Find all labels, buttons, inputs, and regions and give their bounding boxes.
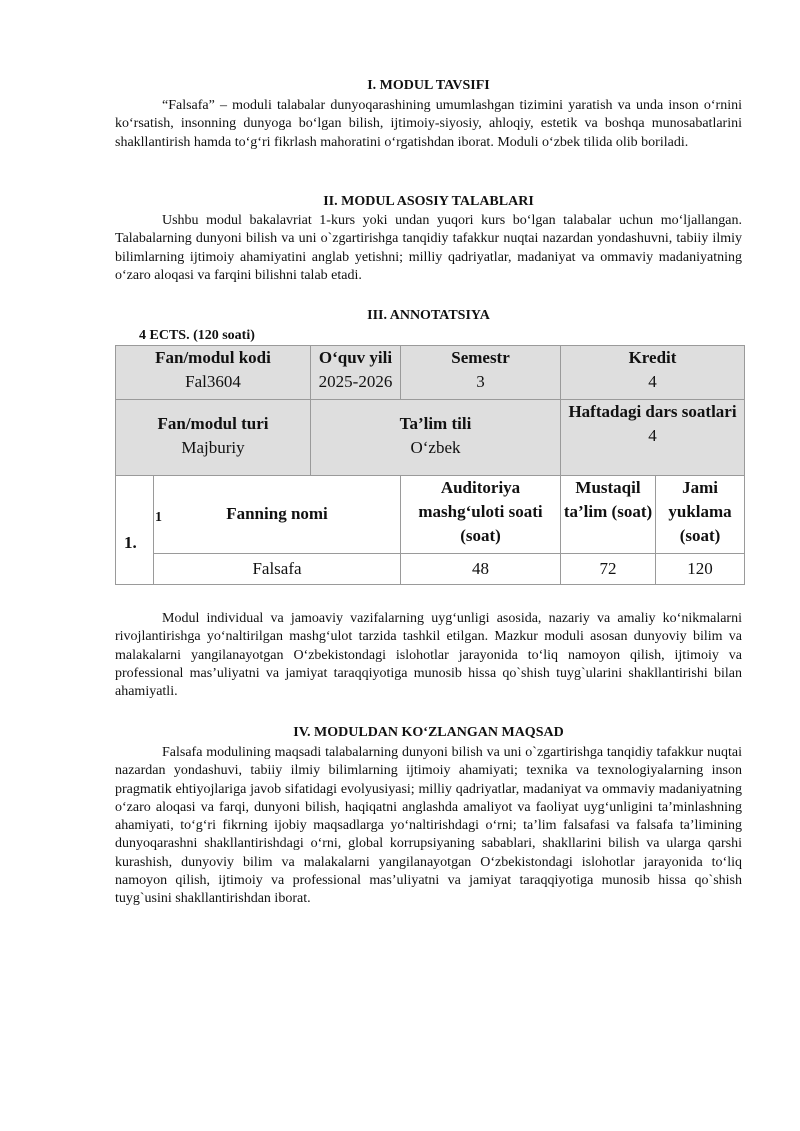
cell-value: Majburiy [181,438,245,457]
cell-label: Mustaqil ta’lim (soat) [563,478,653,521]
cell-value: 3 [476,372,485,391]
paragraph-modul-tavsifi: “Falsafa” – moduli talabalar dunyoqarashining umumlashgan tizimini yaratish va unda inson o‘rnini ko‘rsatish, insonning dunyoga bo‘lgan bilish, ijtimoiy-siyosiy, ahloqiy, estetik va boshqa munosabatlarini shakllantirish hamda to‘g‘ri fikrlash mahoratini o‘rgatishdan iborat. Moduli o‘zbek tilida olib boriladi. [115,98,742,150]
cell-row-number [116,476,154,585]
cell-value: 4 [648,426,657,445]
cell-label: O‘quv yili [318,348,393,367]
cell-label: Fan/modul kodi [155,348,271,367]
cell-label: Haftadagi dars soatlari [568,402,737,421]
cell-academic-year [311,346,401,400]
cell-label: Semestr [451,348,510,367]
cell-label: Kredit [628,348,677,367]
cell-self-study-hours: 72 [561,554,656,585]
cell-auditorium-header [401,476,561,554]
cell-subject-name-header [154,476,401,554]
section-title-annotatsiya: III. ANNOTATSIYA [367,308,490,323]
cell-value: Fal3604 [185,372,241,391]
paragraph-annotatsiya: Modul individual va jamoaviy vazifalarning uyg‘unligi asosida, nazariy va amaliy ko‘nikmalarni rivojlantirishga yo‘naltirilgan mashg‘ulot tarzida tashkil etilgan. Mazkur moduli asosan dunyoviy bilim va malakalarni yangilanayotgan O‘zbekistondagi islohotlar jarayonida to‘liq namoyon qilish, ijtimoiy va professional mas’uliyatni va jamiyat taraqqiyotiga munosib hissa qo`shish tuyg`ularini shakllantirishi bilan ahamiyatli. [115,611,742,700]
cell-self-study-header [561,476,656,554]
cell-auditorium-hours: 48 [401,554,561,585]
subject-index: 1 [155,510,162,525]
cell-value: 4 [648,372,657,391]
table-row [116,554,745,585]
cell-credit [561,346,745,400]
cell-label: Fanning nomi [226,504,328,523]
cell-value: 2025-2026 [318,372,393,391]
cell-module-code [116,346,311,400]
paragraph-maqsad: Falsafa modulining maqsadi talabalarning dunyoni bilish va uni o`zgartirishga tanqidiy tafakkur nuqtai nazardan yondashuvi, tabiiy ilmiy bilimlarning ijtimoiy ahamiyati; texnika va texnologiyalarning inson pragmatik ehtiyojlariga javob sifatidagi evolyusiyasi; milliy qadriyatlar, madaniyat va ommaviy madaniyatning o‘zaro aloqasi va farqi, dunyoni bilish, haqiqatni anglashda amaliyot va faoliyat uyg‘unligini ta’minlashning ahamiyati, to‘g‘ri fikrning ijobiy maqsadlarga yo‘naltirishdagi o‘rni; ta’lim falsafasi va falsafa ta’limining dunyoqarashni shakllantirishdagi o‘rni, global korrupsiyaning sabablari, shakllarini bilish va ularga qarshi kurashish, dunyoviy bilim va malakalarni yangilanayotgan O‘zbekistondagi islohotlar jarayonida to‘liq namoyon qilish, ijtimoiy va professional mas’uliyatni va jamiyat taraqqiyotiga munosib hissa qo`shish tuyg`usini shakllantirishdan iborat. [115,745,742,907]
cell-label: Fan/modul turi [157,414,269,433]
cell-subject-name: Falsafa [154,554,401,585]
section-title-modul-tavsifi: I. MODUL TAVSIFI [367,78,490,93]
cell-label: Auditoriya mashg‘uloti soati (soat) [418,478,543,545]
table-row [116,346,745,400]
row-number: 1. [124,533,137,552]
cell-weekly-hours [561,400,745,476]
cell-module-type [116,400,311,476]
cell-label: Ta’lim tili [399,414,472,433]
annotation-table [115,345,745,585]
table-row [116,400,745,476]
section-title-asosiy-talablari: II. MODUL ASOSIY TALABLARI [323,194,534,209]
table-row [116,476,745,554]
cell-semester [401,346,561,400]
cell-label: Jami yuklama (soat) [668,478,732,545]
cell-language [311,400,561,476]
ects-label: 4 ECTS. (120 soati) [139,328,255,343]
section-title-maqsad: IV. MODULDAN KO‘ZLANGAN MAQSAD [293,725,564,740]
cell-total-load-header [656,476,745,554]
cell-total-load: 120 [656,554,745,585]
paragraph-asosiy-talablari: Ushbu modul bakalavriat 1-kurs yoki undan yuqori kurs bo‘lgan talabalar uchun mo‘ljallangan. Talabalarning dunyoni bilish va uni o`zgartirishga tanqidiy tafakkur nuqtai nazardan yondashuvni, tabiiy ilmiy bilimlarning ijtimoiy ahamiyatini anglab yetishni; milliy qadriyatlar, madaniyat va ommaviy madaniyatning o‘zaro aloqasi va farqini bilishni talab etadi. [115,213,742,283]
cell-value: O‘zbek [410,438,461,457]
